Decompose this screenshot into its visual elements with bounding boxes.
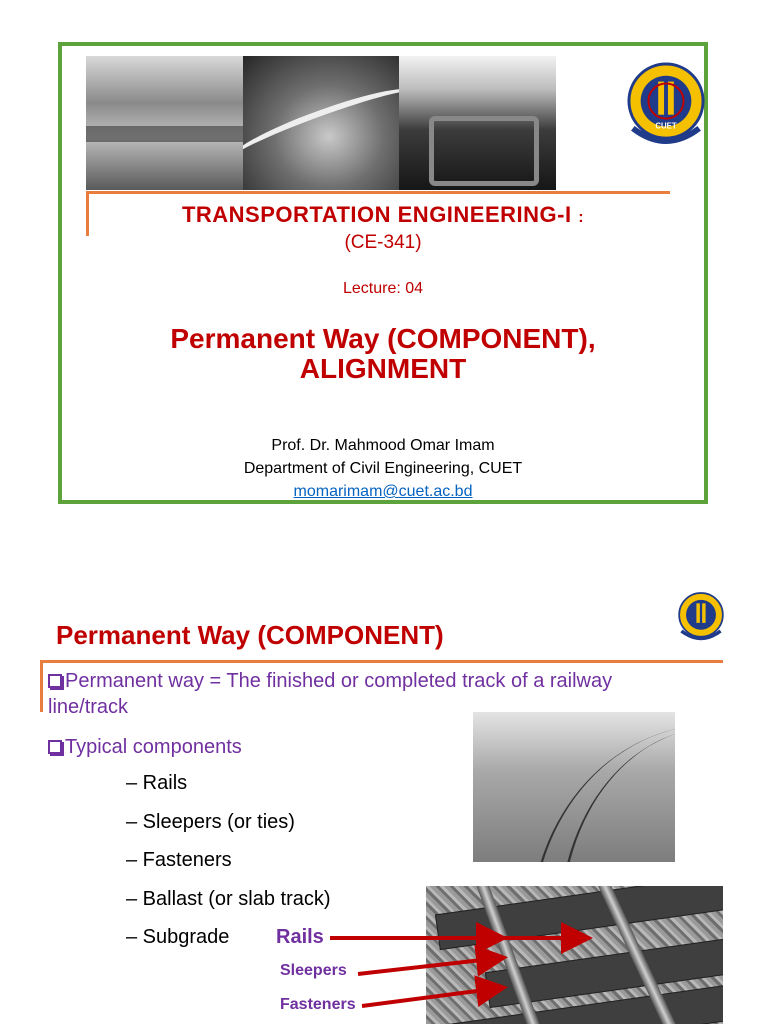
logo-text: CUET <box>655 121 677 131</box>
author-name: Prof. Dr. Mahmood Omar Imam <box>271 437 495 454</box>
course-code: (CE-341) <box>344 232 422 253</box>
header-photo-strip <box>86 56 556 190</box>
course-title <box>62 202 704 228</box>
accent-line-2 <box>40 660 723 663</box>
author-block <box>62 434 704 503</box>
title-slide <box>58 42 708 504</box>
checkbox-bullet-icon <box>48 674 62 688</box>
course-title-text: TRANSPORTATION ENGINEERING-I <box>181 202 572 227</box>
author-email-link[interactable]: momarimam@cuet.ac.bd <box>293 483 473 500</box>
lecture-title-line1: Permanent Way (COMPONENT), <box>170 323 596 354</box>
component-item: – Rails <box>126 772 188 794</box>
course-title-colon: : <box>578 209 585 226</box>
railway-track-photo <box>473 712 675 862</box>
lecture-title <box>62 324 704 384</box>
component-item: – Ballast (or slab track) <box>126 888 331 910</box>
track-closeup-photo <box>426 886 723 1024</box>
cuet-logo-small <box>678 590 724 642</box>
fasteners-label: Fasteners <box>280 996 356 1013</box>
bullet-text: Typical components <box>65 736 242 758</box>
component-item: – Sleepers (or ties) <box>126 811 295 833</box>
slide2-title: Permanent Way (COMPONENT) <box>56 620 444 650</box>
author-department: Department of Civil Engineering, CUET <box>243 460 523 477</box>
component-item: – Subgrade <box>126 926 230 948</box>
cuet-logo <box>627 60 705 146</box>
flyover-photo <box>243 56 400 190</box>
lecture-title-line2: ALIGNMENT <box>299 353 467 384</box>
accent-line <box>86 191 670 194</box>
ferry-photo <box>86 56 243 190</box>
lecture-number: Lecture: 04 <box>342 280 424 297</box>
rails-label: Rails <box>276 926 324 948</box>
component-item: – Fasteners <box>126 849 232 871</box>
bullet-components <box>48 734 242 760</box>
checkbox-bullet-icon <box>48 740 62 754</box>
sleeper-shape <box>435 886 723 950</box>
sleepers-label: Sleepers <box>280 962 347 979</box>
accent-tick-2 <box>40 660 43 712</box>
crowded-bus-photo <box>399 56 556 190</box>
bullet-text: Permanent way = The finished or completed track of a railway line/track <box>48 670 613 718</box>
